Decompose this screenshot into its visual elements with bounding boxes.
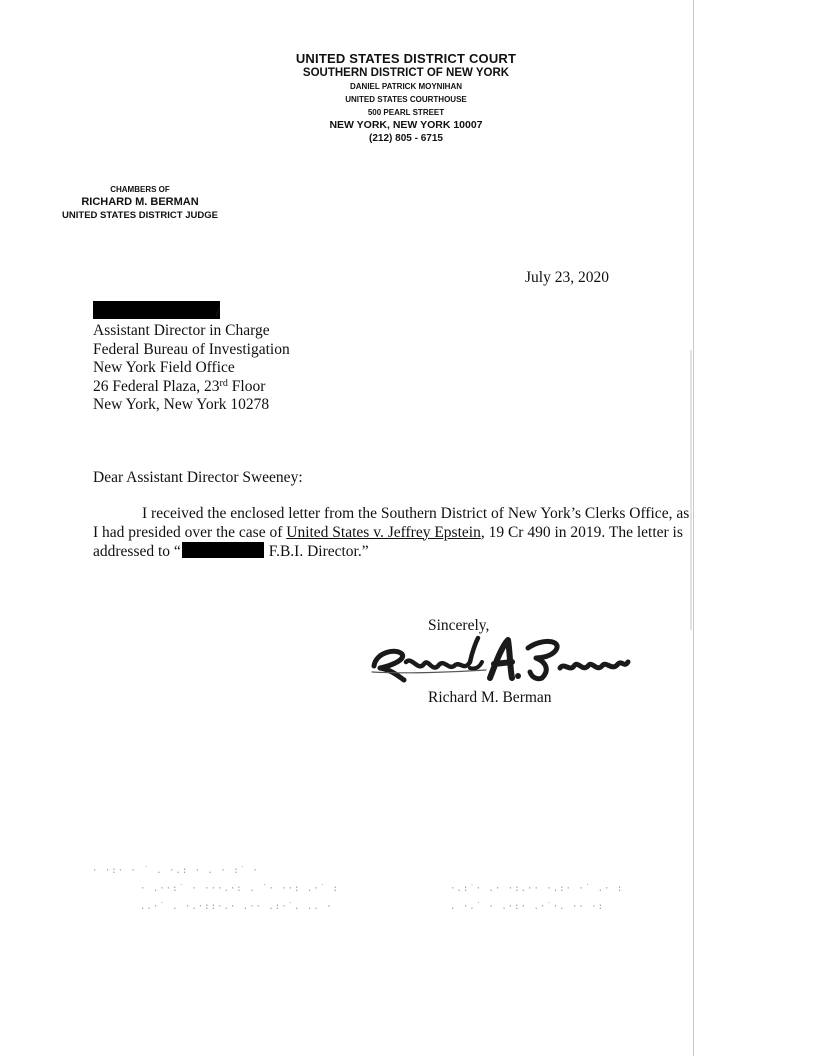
chambers-block xyxy=(30,183,250,222)
recipient-title: Assistant Director in Charge xyxy=(93,322,270,339)
scan-speckle-3: ..·˙ . ·.·::·.· .·· .:·˙. .. · xyxy=(140,902,333,912)
body-line-2 xyxy=(93,524,713,543)
recipient-street xyxy=(93,378,290,397)
letter-date: July 23, 2020 xyxy=(525,269,609,286)
redaction-recipient-name xyxy=(93,301,220,319)
district-name: SOUTHERN DISTRICT OF NEW YORK xyxy=(302,67,510,79)
body-line-2-pre: I had presided over the case of xyxy=(93,523,287,541)
building-name: DANIEL PATRICK MOYNIHAN xyxy=(350,82,462,91)
body-line-3 xyxy=(93,542,713,562)
body-line-1: I received the enclosed letter from the Southern District of New York’s Clerks Office, as xyxy=(142,505,690,522)
scan-speckle-4: ·.:˙· .· ·:.·· ·.:· ·˙ .· : xyxy=(450,884,624,894)
street-ordinal: rd xyxy=(219,377,228,389)
street-pre: 26 Federal Plaza, 23 xyxy=(93,377,220,395)
street-address: 500 PEARL STREET xyxy=(367,108,445,117)
recipient-address xyxy=(93,322,290,415)
street-post: Floor xyxy=(227,377,266,395)
city-address: NEW YORK, NEW YORK 10007 xyxy=(329,119,483,131)
handwritten-signature xyxy=(366,632,632,690)
scan-speckle-1: · ·:· · ˙ . ·.: · . · :˙ · xyxy=(92,866,259,876)
scan-margin-shadow xyxy=(690,350,692,630)
closing: Sincerely, xyxy=(428,617,490,634)
signer-name: Richard M. Berman xyxy=(428,689,552,706)
body-line-2-post: , 19 Cr 490 in 2019. The letter is xyxy=(480,523,683,541)
court-name: UNITED STATES DISTRICT COURT xyxy=(295,51,517,66)
judge-name: RICHARD M. BERMAN xyxy=(81,196,199,208)
courthouse-name: UNITED STATES COURTHOUSE xyxy=(345,95,467,104)
body-line-3-pre: addressed to “ xyxy=(93,543,181,560)
scan-speckle-2: · .··:˙ · ···.·: . ˙· ··: .·˙ : xyxy=(140,884,339,894)
recipient-name-tail: / xyxy=(216,305,220,320)
letter-body xyxy=(93,505,713,562)
scan-speckle-5: . ·.˙ · .·:· .·˙·. ·· ·: xyxy=(450,902,605,912)
letterhead xyxy=(196,52,616,145)
recipient-city: New York, New York 10278 xyxy=(93,396,270,413)
salutation: Dear Assistant Director Sweeney: xyxy=(93,469,303,486)
recipient-office: New York Field Office xyxy=(93,359,235,376)
phone-number: (212) 805 - 6715 xyxy=(369,133,443,144)
chambers-label: CHAMBERS OF xyxy=(110,185,170,194)
body-line-3-post: F.B.I. Director.” xyxy=(264,543,369,560)
redaction-addressee xyxy=(182,542,264,558)
case-name: United States v. Jeffrey Epstein xyxy=(286,523,481,541)
judge-title: UNITED STATES DISTRICT JUDGE xyxy=(62,210,218,221)
recipient-agency: Federal Bureau of Investigation xyxy=(93,340,290,358)
